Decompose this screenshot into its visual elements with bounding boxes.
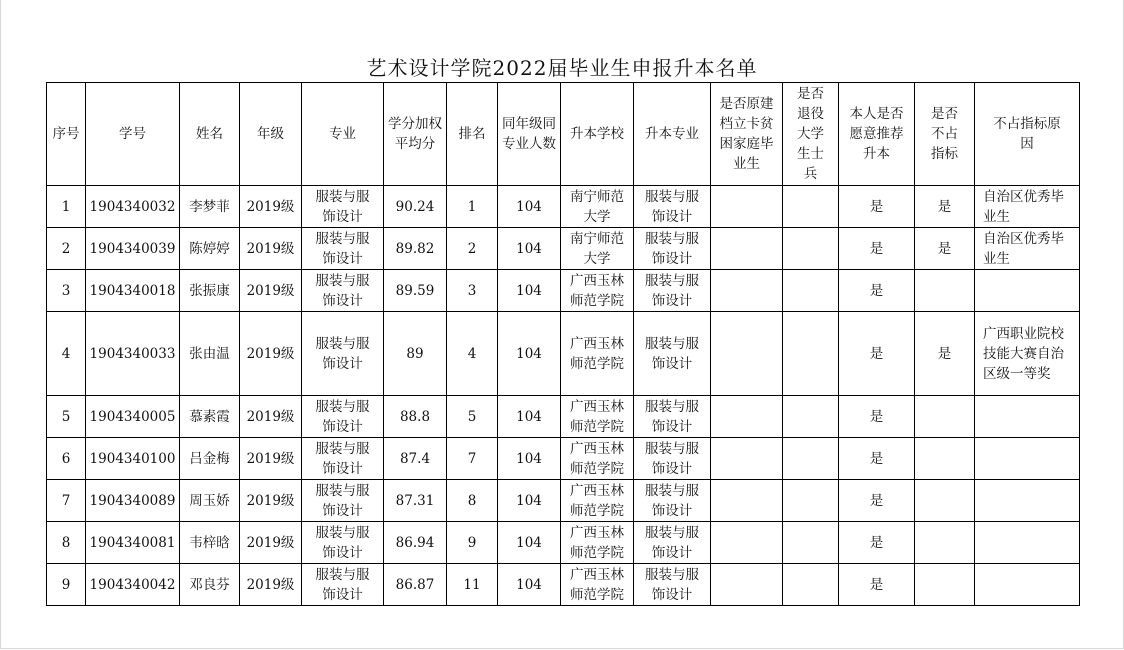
cell-major: 服装与服饰设计 — [302, 396, 384, 438]
cell-no-quota-reason — [975, 270, 1080, 312]
cell-veteran — [783, 522, 839, 564]
header-peers: 同年级同专业人数 — [498, 83, 561, 186]
cell-poverty — [711, 564, 783, 606]
cell-willing: 是 — [839, 228, 915, 270]
cell-target-school: 广西玉林师范学院 — [561, 312, 634, 396]
cell-major: 服装与服饰设计 — [302, 522, 384, 564]
cell-no-quota-reason — [975, 522, 1080, 564]
cell-rank: 7 — [447, 438, 498, 480]
cell-no-quota: 是 — [915, 228, 975, 270]
cell-student-id: 1904340032 — [86, 186, 180, 228]
cell-no-quota — [915, 396, 975, 438]
cell-gpa: 90.24 — [384, 186, 447, 228]
header-gpa: 学分加权平均分 — [384, 83, 447, 186]
cell-grade: 2019级 — [240, 186, 302, 228]
cell-peers: 104 — [498, 564, 561, 606]
header-target-major: 升本专业 — [634, 83, 711, 186]
cell-no-quota-reason: 自治区优秀毕业生 — [975, 186, 1080, 228]
cell-poverty — [711, 480, 783, 522]
header-no-quota: 是否不占指标 — [915, 83, 975, 186]
cell-target-school: 广西玉林师范学院 — [561, 270, 634, 312]
cell-grade: 2019级 — [240, 396, 302, 438]
table-row — [47, 396, 1080, 438]
header-seq: 序号 — [47, 83, 86, 186]
table-row — [47, 312, 1080, 396]
cell-peers: 104 — [498, 438, 561, 480]
table-row — [47, 438, 1080, 480]
header-veteran: 是否退役大学生士兵 — [783, 83, 839, 186]
cell-student-id: 1904340018 — [86, 270, 180, 312]
page-title: 艺术设计学院2022届毕业生申报升本名单 — [366, 56, 758, 80]
cell-seq: 3 — [47, 270, 86, 312]
cell-grade: 2019级 — [240, 312, 302, 396]
cell-no-quota — [915, 564, 975, 606]
cell-no-quota-reason — [975, 564, 1080, 606]
cell-peers: 104 — [498, 270, 561, 312]
cell-name: 慕素霞 — [180, 396, 240, 438]
cell-rank: 8 — [447, 480, 498, 522]
cell-willing: 是 — [839, 270, 915, 312]
cell-no-quota-reason — [975, 438, 1080, 480]
cell-peers: 104 — [498, 480, 561, 522]
cell-seq: 2 — [47, 228, 86, 270]
cell-rank: 1 — [447, 186, 498, 228]
table-row — [47, 270, 1080, 312]
cell-willing: 是 — [839, 480, 915, 522]
cell-target-school: 南宁师范大学 — [561, 228, 634, 270]
cell-target-major: 服装与服饰设计 — [634, 564, 711, 606]
cell-no-quota-reason — [975, 480, 1080, 522]
cell-willing: 是 — [839, 396, 915, 438]
cell-willing: 是 — [839, 312, 915, 396]
cell-poverty — [711, 396, 783, 438]
cell-major: 服装与服饰设计 — [302, 480, 384, 522]
cell-veteran — [783, 396, 839, 438]
cell-seq: 9 — [47, 564, 86, 606]
cell-gpa: 88.8 — [384, 396, 447, 438]
cell-student-id: 1904340042 — [86, 564, 180, 606]
cell-no-quota: 是 — [915, 312, 975, 396]
cell-no-quota-reason: 自治区优秀毕业生 — [975, 228, 1080, 270]
cell-name: 韦梓晗 — [180, 522, 240, 564]
header-name: 姓名 — [180, 83, 240, 186]
applicant-table — [46, 82, 1080, 606]
cell-rank: 11 — [447, 564, 498, 606]
cell-seq: 5 — [47, 396, 86, 438]
cell-no-quota: 是 — [915, 186, 975, 228]
cell-student-id: 1904340005 — [86, 396, 180, 438]
cell-target-major: 服装与服饰设计 — [634, 480, 711, 522]
header-grade: 年级 — [240, 83, 302, 186]
cell-rank: 5 — [447, 396, 498, 438]
cell-no-quota-reason — [975, 396, 1080, 438]
cell-target-school: 广西玉林师范学院 — [561, 438, 634, 480]
cell-grade: 2019级 — [240, 522, 302, 564]
cell-student-id: 1904340033 — [86, 312, 180, 396]
cell-no-quota — [915, 270, 975, 312]
cell-veteran — [783, 312, 839, 396]
table-header-row — [47, 83, 1080, 186]
header-major: 专业 — [302, 83, 384, 186]
cell-student-id: 1904340081 — [86, 522, 180, 564]
cell-name: 邓良芬 — [180, 564, 240, 606]
cell-rank: 2 — [447, 228, 498, 270]
cell-rank: 4 — [447, 312, 498, 396]
cell-veteran — [783, 228, 839, 270]
cell-no-quota — [915, 522, 975, 564]
cell-poverty — [711, 522, 783, 564]
table-row — [47, 186, 1080, 228]
cell-grade: 2019级 — [240, 480, 302, 522]
cell-name: 张由温 — [180, 312, 240, 396]
cell-major: 服装与服饰设计 — [302, 186, 384, 228]
cell-peers: 104 — [498, 396, 561, 438]
table-row — [47, 564, 1080, 606]
cell-no-quota — [915, 438, 975, 480]
cell-grade: 2019级 — [240, 228, 302, 270]
cell-seq: 7 — [47, 480, 86, 522]
cell-name: 李梦菲 — [180, 186, 240, 228]
header-no-quota-reason: 不占指标原因 — [975, 83, 1080, 186]
cell-major: 服装与服饰设计 — [302, 312, 384, 396]
table-row — [47, 480, 1080, 522]
cell-veteran — [783, 564, 839, 606]
cell-seq: 1 — [47, 186, 86, 228]
cell-seq: 8 — [47, 522, 86, 564]
cell-target-major: 服装与服饰设计 — [634, 396, 711, 438]
cell-no-quota-reason: 广西职业院校技能大赛自治区级一等奖 — [975, 312, 1080, 396]
cell-gpa: 87.31 — [384, 480, 447, 522]
cell-willing: 是 — [839, 186, 915, 228]
cell-target-school: 广西玉林师范学院 — [561, 396, 634, 438]
cell-veteran — [783, 270, 839, 312]
cell-poverty — [711, 186, 783, 228]
cell-target-major: 服装与服饰设计 — [634, 522, 711, 564]
cell-target-major: 服装与服饰设计 — [634, 270, 711, 312]
cell-name: 陈婷婷 — [180, 228, 240, 270]
cell-rank: 9 — [447, 522, 498, 564]
cell-veteran — [783, 480, 839, 522]
table-row — [47, 522, 1080, 564]
cell-student-id: 1904340039 — [86, 228, 180, 270]
cell-poverty — [711, 312, 783, 396]
cell-peers: 104 — [498, 186, 561, 228]
cell-target-major: 服装与服饰设计 — [634, 186, 711, 228]
cell-willing: 是 — [839, 522, 915, 564]
cell-target-school: 广西玉林师范学院 — [561, 480, 634, 522]
cell-grade: 2019级 — [240, 564, 302, 606]
cell-gpa: 86.94 — [384, 522, 447, 564]
cell-rank: 3 — [447, 270, 498, 312]
cell-major: 服装与服饰设计 — [302, 438, 384, 480]
cell-peers: 104 — [498, 312, 561, 396]
cell-seq: 6 — [47, 438, 86, 480]
cell-gpa: 86.87 — [384, 564, 447, 606]
cell-poverty — [711, 270, 783, 312]
header-poverty: 是否原建档立卡贫困家庭毕业生 — [711, 83, 783, 186]
header-willing: 本人是否愿意推荐升本 — [839, 83, 915, 186]
cell-major: 服装与服饰设计 — [302, 228, 384, 270]
cell-gpa: 89 — [384, 312, 447, 396]
cell-willing: 是 — [839, 438, 915, 480]
cell-major: 服装与服饰设计 — [302, 270, 384, 312]
cell-student-id: 1904340089 — [86, 480, 180, 522]
cell-seq: 4 — [47, 312, 86, 396]
table-row — [47, 228, 1080, 270]
cell-poverty — [711, 438, 783, 480]
header-student-id: 学号 — [86, 83, 180, 186]
cell-veteran — [783, 186, 839, 228]
cell-name: 吕金梅 — [180, 438, 240, 480]
cell-target-major: 服装与服饰设计 — [634, 438, 711, 480]
cell-willing: 是 — [839, 564, 915, 606]
header-target-school: 升本学校 — [561, 83, 634, 186]
cell-gpa: 89.82 — [384, 228, 447, 270]
cell-target-school: 广西玉林师范学院 — [561, 522, 634, 564]
cell-poverty — [711, 228, 783, 270]
cell-target-school: 广西玉林师范学院 — [561, 564, 634, 606]
cell-major: 服装与服饰设计 — [302, 564, 384, 606]
cell-target-major: 服装与服饰设计 — [634, 312, 711, 396]
cell-gpa: 89.59 — [384, 270, 447, 312]
header-rank: 排名 — [447, 83, 498, 186]
cell-grade: 2019级 — [240, 438, 302, 480]
cell-no-quota — [915, 480, 975, 522]
cell-veteran — [783, 438, 839, 480]
cell-target-school: 南宁师范大学 — [561, 186, 634, 228]
cell-name: 周玉娇 — [180, 480, 240, 522]
cell-peers: 104 — [498, 522, 561, 564]
cell-target-major: 服装与服饰设计 — [634, 228, 711, 270]
cell-grade: 2019级 — [240, 270, 302, 312]
cell-student-id: 1904340100 — [86, 438, 180, 480]
cell-name: 张振康 — [180, 270, 240, 312]
cell-peers: 104 — [498, 228, 561, 270]
cell-gpa: 87.4 — [384, 438, 447, 480]
